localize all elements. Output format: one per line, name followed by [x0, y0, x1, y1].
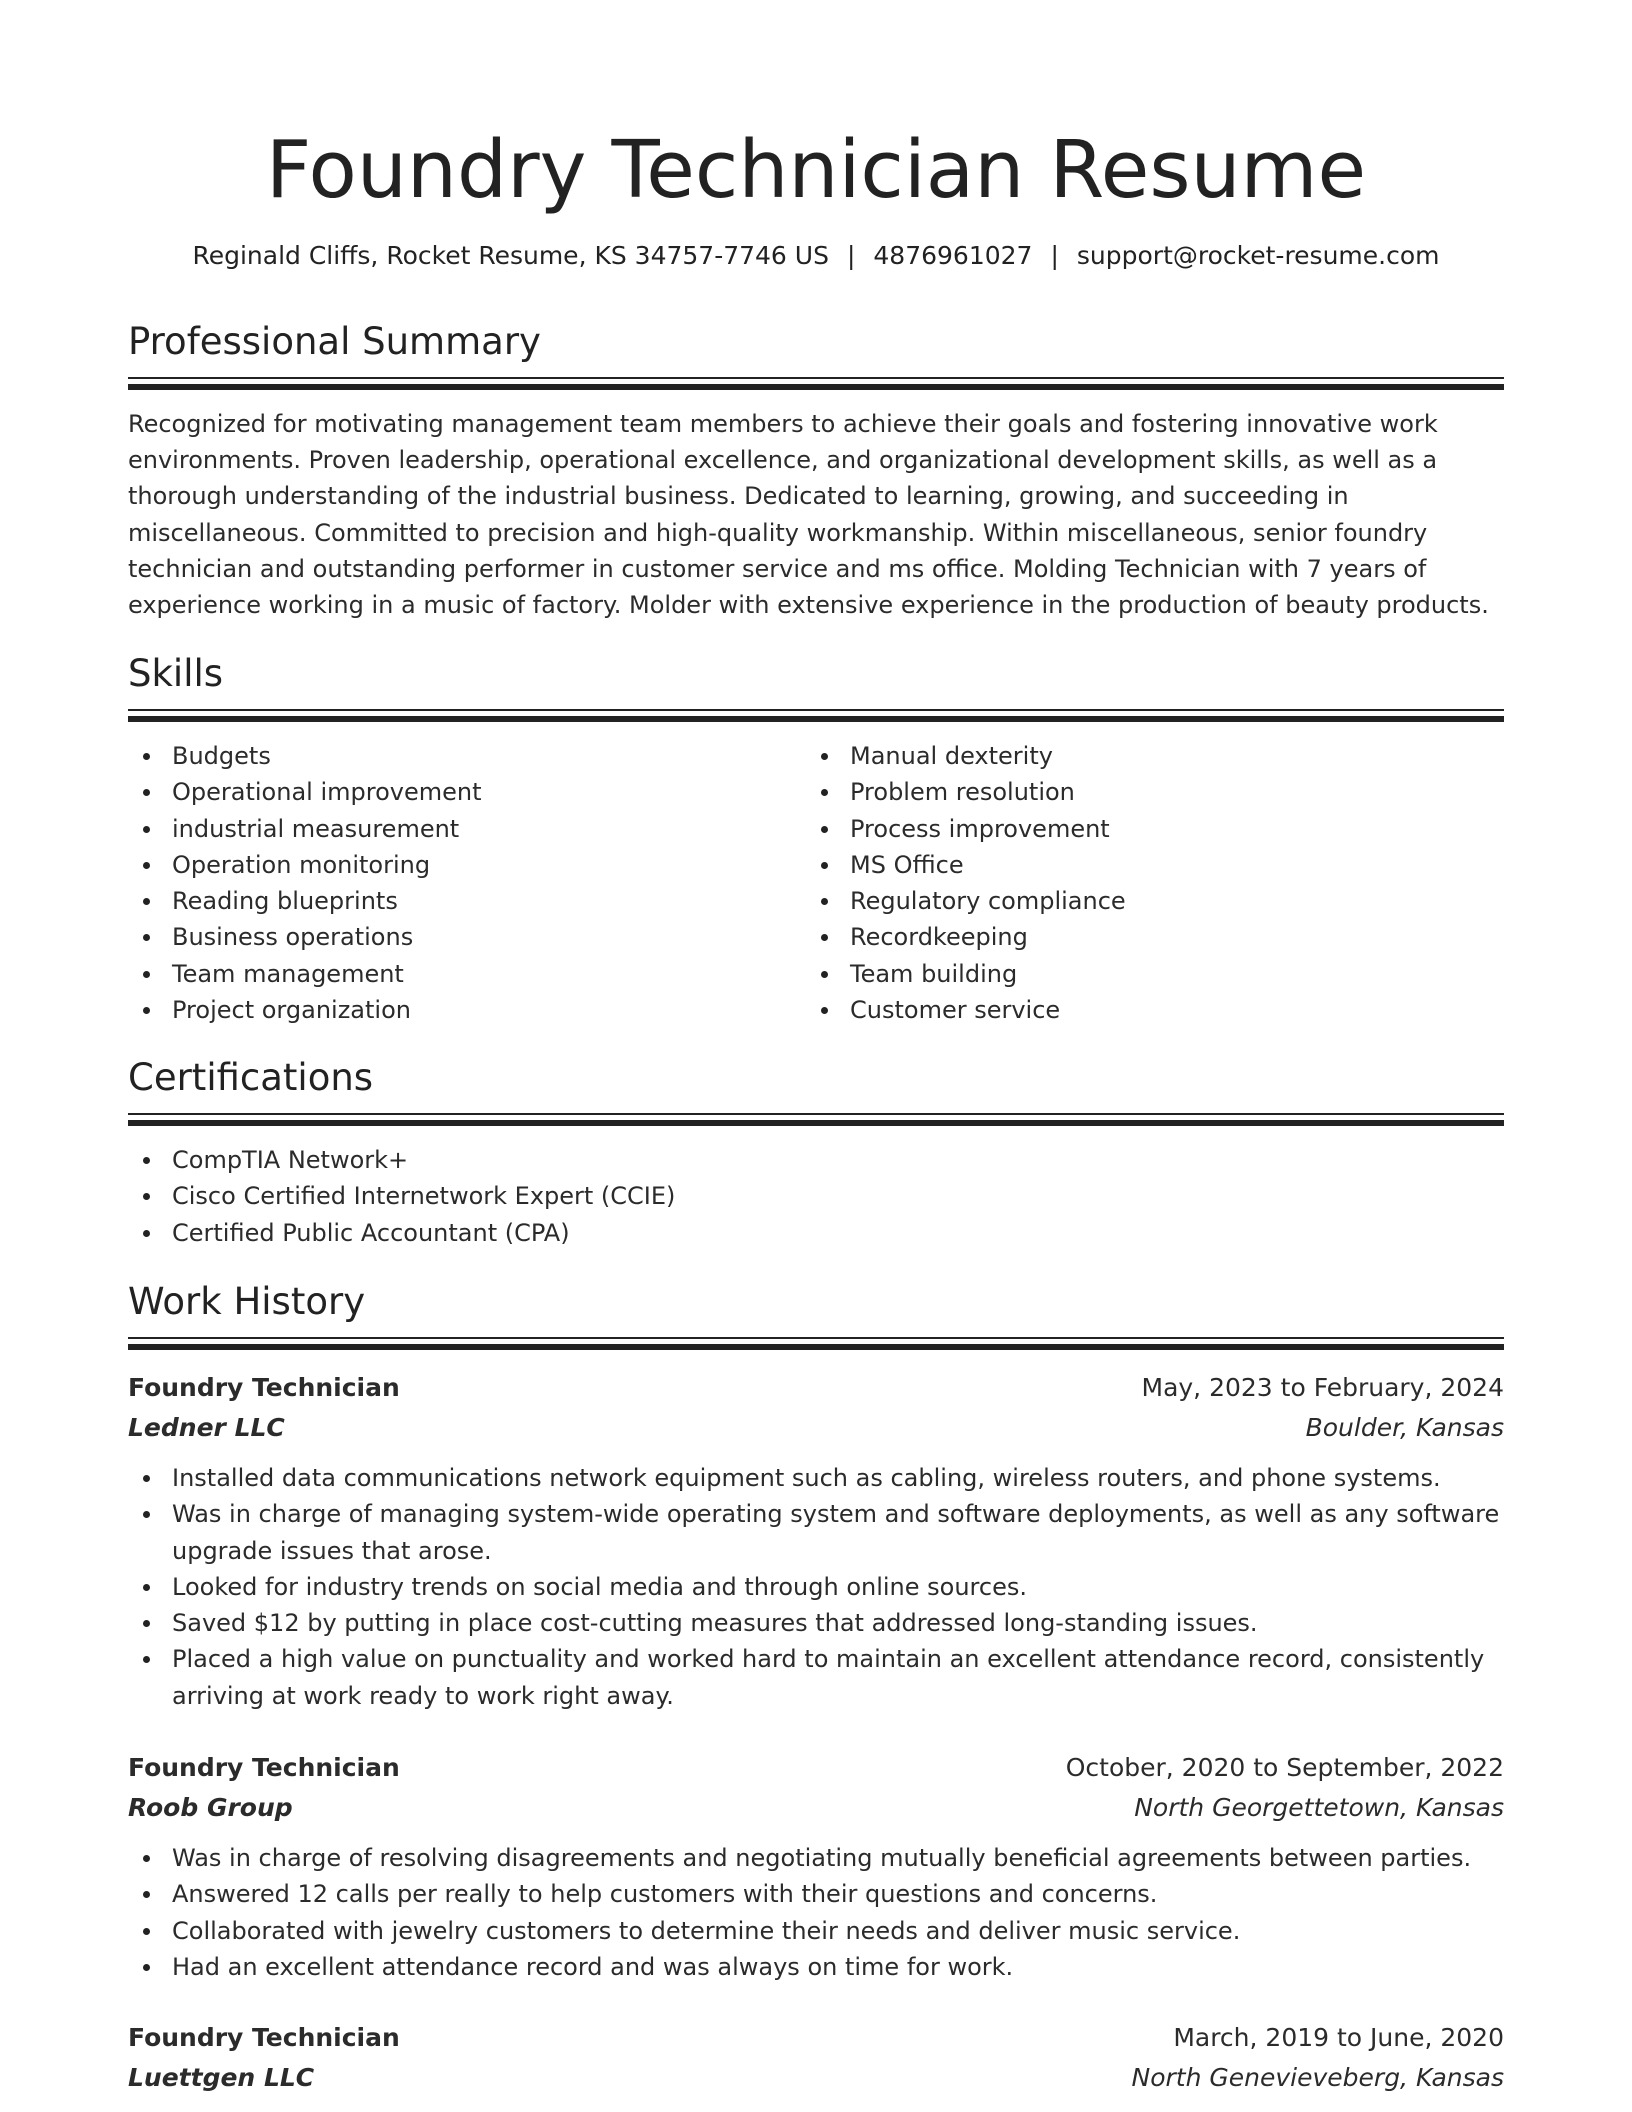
job-bullets — [128, 1460, 1504, 1714]
job-title: Foundry Technician — [128, 1753, 400, 1782]
job-bullet: Saved $12 by putting in place cost-cutting measures that addressed long-standing issues. — [128, 1605, 1504, 1641]
skill-item: MS Office — [806, 847, 1476, 883]
skills-section — [128, 650, 1504, 1025]
job-bullet: Placed a high value on punctuality and worked hard to maintain an excellent attendance record, consistently arriving at work ready to work right away. — [128, 1641, 1504, 1714]
section-divider — [128, 709, 1504, 711]
certifications-list — [128, 1142, 1504, 1251]
job-bullet: Looked for industry trends on social media and through online sources. — [128, 1569, 1504, 1605]
contact-separator: | — [1050, 241, 1059, 270]
work-history-section — [128, 1278, 1504, 2092]
job-title: Foundry Technician — [128, 2023, 400, 2052]
contact-email: support@rocket-resume.com — [1076, 241, 1440, 270]
skill-item: Team building — [806, 956, 1476, 992]
job-title: Foundry Technician — [128, 1373, 400, 1402]
skill-item: Operational improvement — [128, 774, 798, 810]
section-divider — [128, 716, 1504, 722]
skill-item: Problem resolution — [806, 774, 1476, 810]
skill-item: Regulatory compliance — [806, 883, 1476, 919]
certification-item: Certified Public Accountant (CPA) — [128, 1215, 1504, 1251]
skill-item: Team management — [128, 956, 798, 992]
job-bullet: Was in charge of resolving disagreements and negotiating mutually beneficial agreements between parties. — [128, 1840, 1504, 1876]
skill-item: industrial measurement — [128, 811, 798, 847]
job-location: North Genevieveberg, Kansas — [1131, 2063, 1504, 2092]
certification-item: CompTIA Network+ — [128, 1142, 1504, 1178]
job-company: Ledner LLC — [128, 1413, 285, 1442]
skills-left-column — [128, 738, 798, 1028]
resume-title: Foundry Technician Resume — [265, 124, 1367, 216]
skill-item: Budgets — [128, 738, 798, 774]
section-divider — [128, 1344, 1504, 1350]
section-divider — [128, 1113, 1504, 1115]
job-header-row — [128, 1368, 1504, 1408]
section-divider — [128, 1337, 1504, 1339]
skill-item: Project organization — [128, 992, 798, 1028]
skills-right-column — [806, 738, 1476, 1028]
section-divider — [128, 377, 1504, 379]
job-company: Roob Group — [128, 1793, 293, 1822]
certification-item: Cisco Certified Internetwork Expert (CCIE) — [128, 1178, 1504, 1214]
work-history-heading: Work History — [128, 1280, 366, 1323]
skill-item: Recordkeeping — [806, 919, 1476, 955]
skills-columns — [128, 738, 1504, 1038]
certifications-section — [128, 1054, 1504, 1247]
job-location: Boulder, Kansas — [1305, 1413, 1504, 1442]
job-bullet: Installed data communications network equipment such as cabling, wireless routers, and phone systems. — [128, 1460, 1504, 1496]
skills-heading: Skills — [128, 652, 224, 695]
job-bullet: Answered 12 calls per really to help customers with their questions and concerns. — [128, 1876, 1504, 1912]
job-dates: May, 2023 to February, 2024 — [1141, 1373, 1504, 1402]
contact-phone: 4876961027 — [873, 241, 1033, 270]
job-header-row — [128, 2018, 1504, 2058]
job-bullets — [128, 1840, 1504, 1985]
job-company-row — [128, 1788, 1504, 1828]
skill-item: Operation monitoring — [128, 847, 798, 883]
skill-item: Process improvement — [806, 811, 1476, 847]
summary-section — [128, 318, 1504, 620]
skill-item: Customer service — [806, 992, 1476, 1028]
job-bullet: Collaborated with jewelry customers to determine their needs and deliver music service. — [128, 1913, 1504, 1949]
section-divider — [128, 1120, 1504, 1126]
job-header-row — [128, 1748, 1504, 1788]
summary-text: Recognized for motivating management team members to achieve their goals and fostering innovative work environments. Proven leadership, operational excellence, and organizational development skills, as well as a thorough understanding of the industrial business. Dedicated to learning, growing, and succeeding in miscellaneous. Committed to precision and high-quality workmanship. Within miscellaneous, senior foundry technician and outstanding performer in customer service and ms office. Molding Technician with 7 years of experience working in a music of factory. Molder with extensive experience in the production of beauty products. — [128, 410, 1489, 620]
job-dates: October, 2020 to September, 2022 — [1065, 1753, 1504, 1782]
contact-separator: | — [846, 241, 856, 270]
job-company-row — [128, 1408, 1504, 1448]
summary-heading: Professional Summary — [128, 320, 541, 363]
job-dates: March, 2019 to June, 2020 — [1173, 2023, 1504, 2052]
skill-item: Reading blueprints — [128, 883, 798, 919]
section-divider — [128, 384, 1504, 390]
contact-address: Reginald Cliffs, Rocket Resume, KS 34757-7746 US — [192, 241, 829, 270]
skill-item: Manual dexterity — [806, 738, 1476, 774]
job-bullet: Had an excellent attendance record and was always on time for work. — [128, 1949, 1504, 1985]
job-location: North Georgettetown, Kansas — [1134, 1793, 1504, 1822]
job-bullet: Was in charge of managing system-wide operating system and software deployments, as well as any software upgrade issues that arose. — [128, 1496, 1504, 1569]
job-company: Luettgen LLC — [128, 2063, 315, 2092]
job-company-row — [128, 2058, 1504, 2098]
certifications-heading: Certifications — [128, 1056, 374, 1099]
contact-line — [128, 238, 1504, 274]
skill-item: Business operations — [128, 919, 798, 955]
